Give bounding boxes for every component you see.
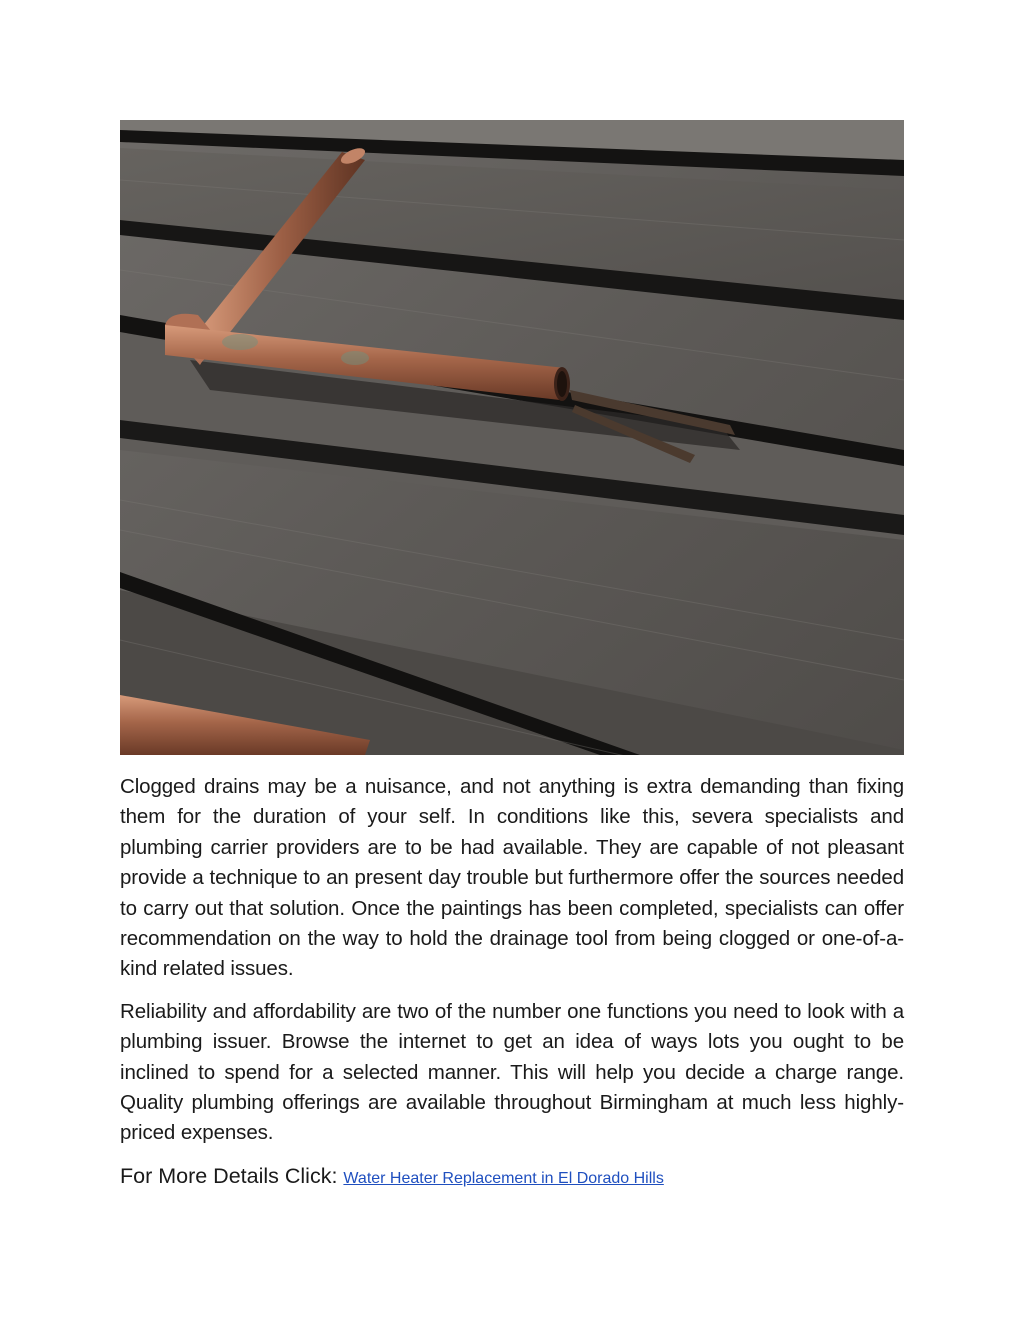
paragraph-2: Reliability and affordability are two of the number one functions you need to look with a plumbing issuer. Browse the internet to get an idea of ways lots you ought to be inclined to spend for a selected manner. This will help you decide a charge range. Quality plumbing offerings are available throughout Birmingham at much less highly-priced expenses. (120, 999, 904, 1145)
water-heater-link[interactable]: Water Heater Replacement in El Dorado Hills (343, 1169, 664, 1187)
article-body (120, 772, 904, 1194)
more-details-line (120, 1161, 904, 1194)
copper-pipe-photo (120, 120, 904, 755)
more-details-label: For More Details Click: (120, 1163, 344, 1188)
paragraph-1: Clogged drains may be a nuisance, and not anything is extra demanding than fixing them for the duration of your self. In conditions like this, severa specialists and plumbing carrier providers are to be had available. They are capable of not pleasant provide a technique to an present day trouble but furthermore offer the sources needed to carry out that solution. Once the paintings has been completed, specialists can offer recommendation on the way to hold the drainage tool from being clogged or one-of-a-kind related issues. (120, 775, 904, 981)
